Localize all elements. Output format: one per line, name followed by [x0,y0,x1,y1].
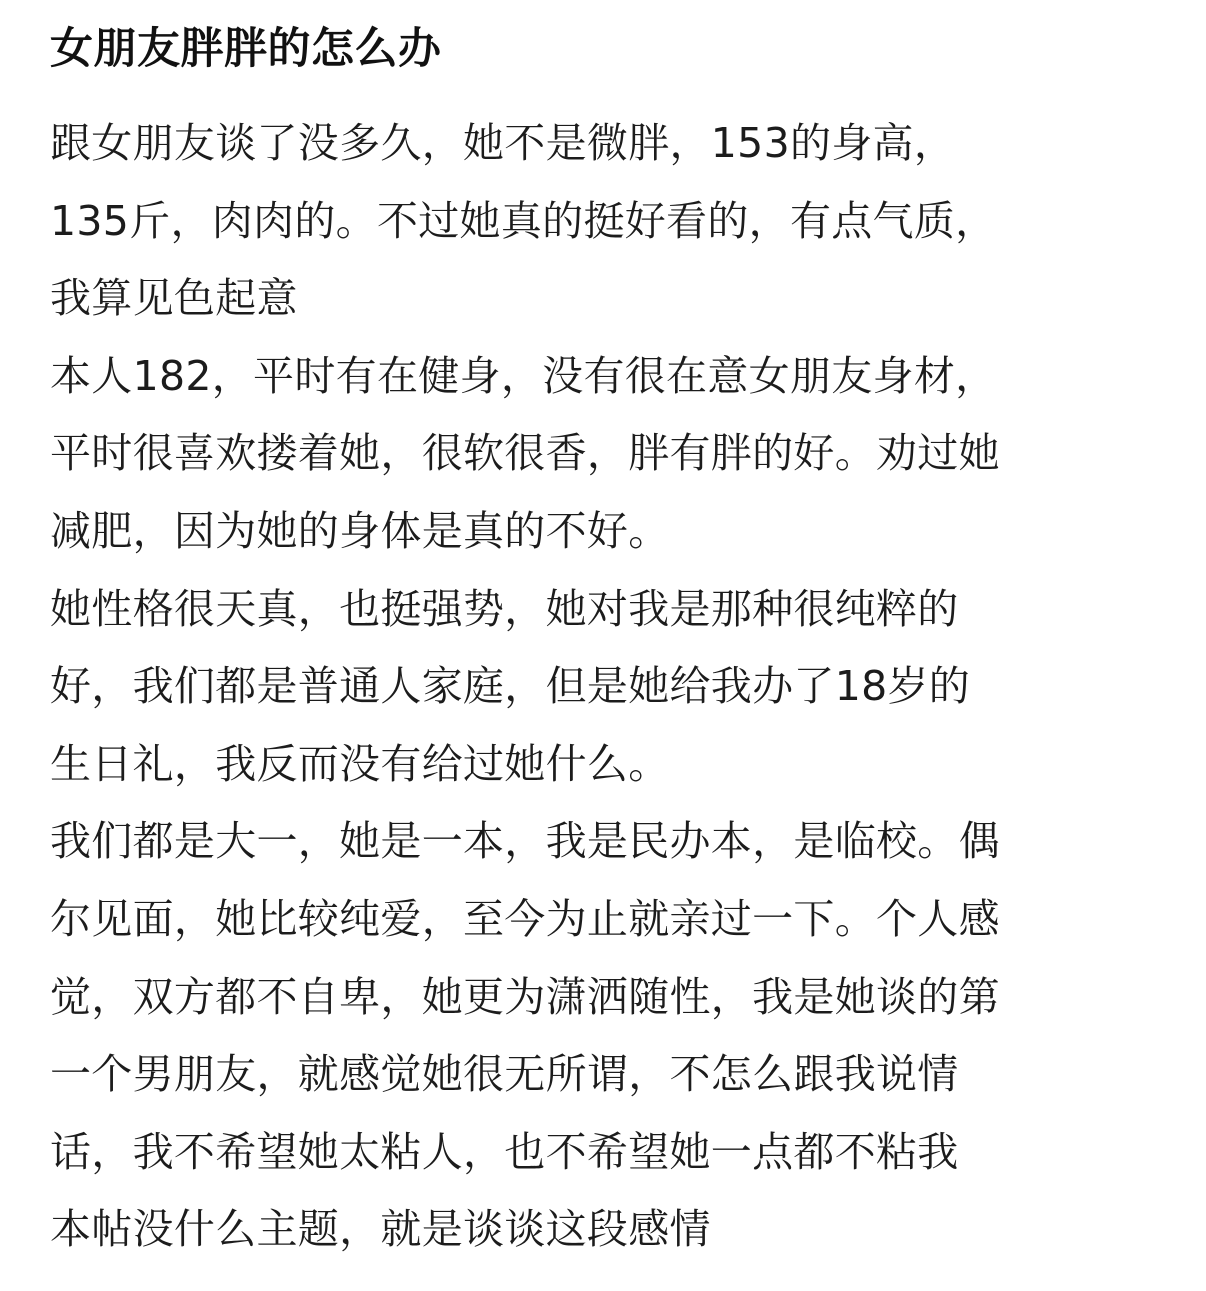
post-body-line: 本人182，平时有在健身，没有很在意女朋友身材， [50,351,997,400]
post-body-line: 本帖没什么主题，就是谈谈这段感情 [50,1205,711,1254]
post-body-line: 生日礼，我反而没有给过她什么。 [50,739,670,788]
post-body [50,105,1206,1269]
post-title: 女朋友胖胖的怎么办 [50,24,442,74]
post-body-line: 平时很喜欢搂着她，很软很香，胖有胖的好。劝过她 [50,429,1000,478]
post-body-line: 尔见面，她比较纯爱，至今为止就亲过一下。个人感 [50,894,1000,943]
post-body-line: 减肥，因为她的身体是真的不好。 [50,506,670,555]
post-body-line: 135斤，肉肉的。不过她真的挺好看的，有点气质， [50,196,997,245]
post-body-line: 跟女朋友谈了没多久，她不是微胖，153的身高， [50,119,956,167]
post-body-line: 我算见色起意 [50,274,298,323]
post-body-line: 好，我们都是普通人家庭，但是她给我办了18岁的 [50,662,971,711]
post-body-line: 我们都是大一，她是一本，我是民办本，是临校。偶 [50,817,1000,866]
post-body-line: 觉，双方都不自卑，她更为潇洒随性，我是她谈的第 [50,972,1000,1021]
post-body-line: 话，我不希望她太粘人，也不希望她一点都不粘我 [50,1127,959,1176]
post-body-line: 一个男朋友，就感觉她很无所谓，不怎么跟我说情 [50,1050,959,1099]
post-body-line: 她性格很天真，也挺强势，她对我是那种很纯粹的 [50,584,959,633]
